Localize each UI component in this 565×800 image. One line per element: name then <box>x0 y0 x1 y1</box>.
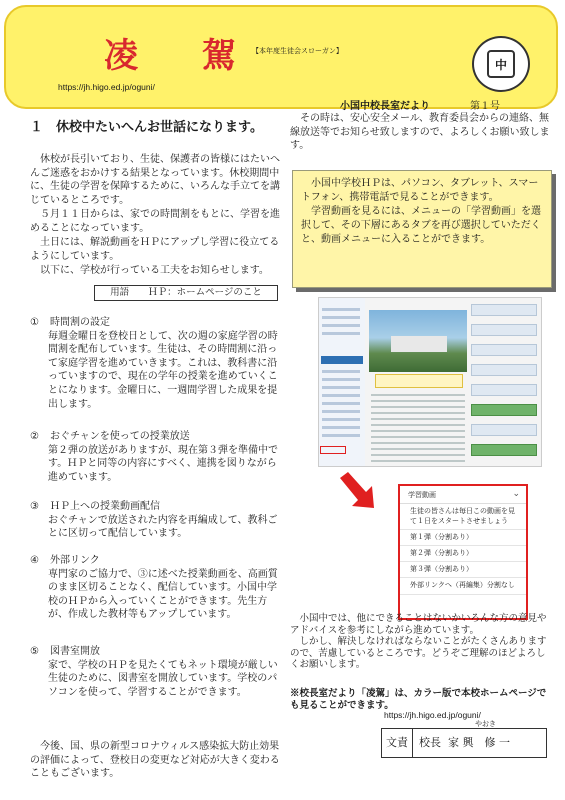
screenshot-menu-highlight <box>320 446 346 454</box>
item-title: ＨＰ上への授業動画配信 <box>50 501 160 512</box>
menu-item-daily-video[interactable]: 生徒の皆さんは毎日この動画を見て１日をスタートさせましょう <box>400 504 526 530</box>
chevron-down-icon[interactable]: ⌄ <box>512 489 520 499</box>
screenshot-school-photo <box>369 310 467 372</box>
red-arrow-icon <box>338 470 378 510</box>
screenshot-nav-bar <box>321 356 363 364</box>
sign-title: 校長 <box>419 736 441 749</box>
menu-item-external-link[interactable]: 外部リンクへ（再編集）分割なし <box>400 578 526 595</box>
info-box-instructions: 学習動画を見るには、メニューの「学習動画」を選択して、その下層にあるタブを再び選択していただくと、動画メニューに入ることができます。 <box>301 206 541 245</box>
item-body: 第２弾の放送がありますが、現在第３弾を準備中です。ＨＰと同等の内容にすべく、連携を図りながら進めています。 <box>48 444 278 483</box>
item-body: おぐチャンで放送された内容を再編成して、教科ごとに区切って配信しています。 <box>48 514 278 540</box>
principal-name: 家 興 修 一 <box>448 736 510 749</box>
menu-header-label: 学習動画 <box>408 491 436 499</box>
item-body: 毎週金曜日を登校日として、次の週の家庭学習の時間割を配布しています。生徒は、その時間割に沿って家庭学習を進めていきます。これは、教科書に沿っていますので、現在の学年の授業を進めていくことになります。金曜日に、一週間学習した成果を提出します。 <box>48 330 278 410</box>
article-heading: １ 休校中たいへんお世話になります。 <box>30 120 263 135</box>
newsletter-title: 小国中校長室だより <box>340 101 430 112</box>
menu-item-part3[interactable]: 第３弾（分割あり） <box>400 562 526 578</box>
paragraph-schedule: ５月１１日からは、家での時間割をもとに、学習を進めることになっています。 <box>30 209 280 234</box>
video-menu-dropdown[interactable] <box>398 484 528 620</box>
item-title: 図書室開放 <box>50 646 100 657</box>
screenshot-banner <box>375 374 463 388</box>
emblem-text: 中 <box>487 50 515 78</box>
list-item-broadcast <box>30 430 280 484</box>
item-body: 家で、学校のＨＰを見たくてもネット環境が厳しい生徒のために、図書室を開放しています。学校のパソコンを使って、学習することができます。 <box>48 659 278 698</box>
item-number: ⑤ <box>30 646 39 657</box>
item-number: ② <box>30 431 39 442</box>
homepage-screenshot <box>318 297 542 467</box>
list-item-video-delivery <box>30 500 280 541</box>
item-title: 外部リンク <box>50 555 100 566</box>
signature-box <box>381 720 547 758</box>
screenshot-right-panel <box>471 304 539 464</box>
list-item-timetable <box>30 316 280 411</box>
contact-paragraph: その時は、安心安全メール、教育委員会からの連絡、無線放送等でお知らせ致しますので、よろしくお願い致します。 <box>290 113 550 152</box>
list-item-library <box>30 645 280 699</box>
item-title: 時間割の設定 <box>50 317 110 328</box>
item-body: 専門家のご協力で、③に述べた授業動画を、高画質のまま区切ることなく、配信しています。小国中学校のＨＰから入っていくことができます。先生方が、作成した教材等もアップしています。 <box>48 568 278 621</box>
screenshot-sidebar <box>319 298 365 467</box>
menu-item-part1[interactable]: 第１弾（分割あり） <box>400 530 526 546</box>
issue-number: 第１号 <box>470 101 500 112</box>
item-title: おぐチャンを使っての授業放送 <box>50 431 190 442</box>
item-number: ③ <box>30 501 39 512</box>
slogan-note: 【本年度生徒会スローガン】 <box>252 47 343 55</box>
item-number: ④ <box>30 555 39 566</box>
intro-paragraph: 休校が長引いており、生徒、保護者の皆様にはたいへんご迷惑をおかけする結果となっています。休校期間中に、生徒の学習を保障するために、いろんな手立てを講じているところです。 <box>30 154 280 206</box>
item-number: ① <box>30 317 39 328</box>
menu-item-part2[interactable]: 第２弾（分割あり） <box>400 546 526 562</box>
term-definition-box: 用語 ＨＰ：ホームページのこと <box>94 285 278 301</box>
menu-header[interactable] <box>400 486 526 504</box>
school-url-link[interactable]: https://jh.higo.ed.jp/oguni/ <box>58 82 155 92</box>
paragraph-measures: 以下に、学校が行っている工夫をお知らせします。 <box>30 265 269 276</box>
slogan-title: 凌 駕 <box>104 36 262 76</box>
info-box-devices: 小国中学校ＨＰは、パソコン、タブレット、スマートフォン、携帯電話で見ることができます。 <box>301 178 539 203</box>
homepage-info-box <box>292 170 552 288</box>
name-ruby: やおき <box>475 720 496 728</box>
efforts-paragraph: 小国中では、他にできることはないかいろんな方の意見やアドバイスを参考にしながら進めています。 しかし、解決しなければならないことがたくさんありますので、苦慮しているところです。どうぞご理解のほどよろしくお願いします。 <box>290 613 547 670</box>
school-url-link-bottom[interactable]: https://jh.higo.ed.jp/oguni/ <box>384 710 481 720</box>
school-emblem-icon <box>472 36 530 92</box>
list-item-external-link <box>30 554 280 622</box>
screenshot-text-area <box>371 394 465 464</box>
sign-role: 文責 <box>386 736 408 749</box>
color-version-note: ※校長室だより「凌駕」は、カラー版で本校ホームページでも見ることができます。 <box>290 688 547 711</box>
paragraph-videos: 土日には、解説動画をＨＰにアップし学習に役立てるようにしています。 <box>30 237 280 262</box>
closing-paragraph: 今後、国、県の新型コロナウィルス感染拡大防止効果の評価によって、登校日の変更など対応が大きく変わることもございます。 <box>30 741 280 780</box>
